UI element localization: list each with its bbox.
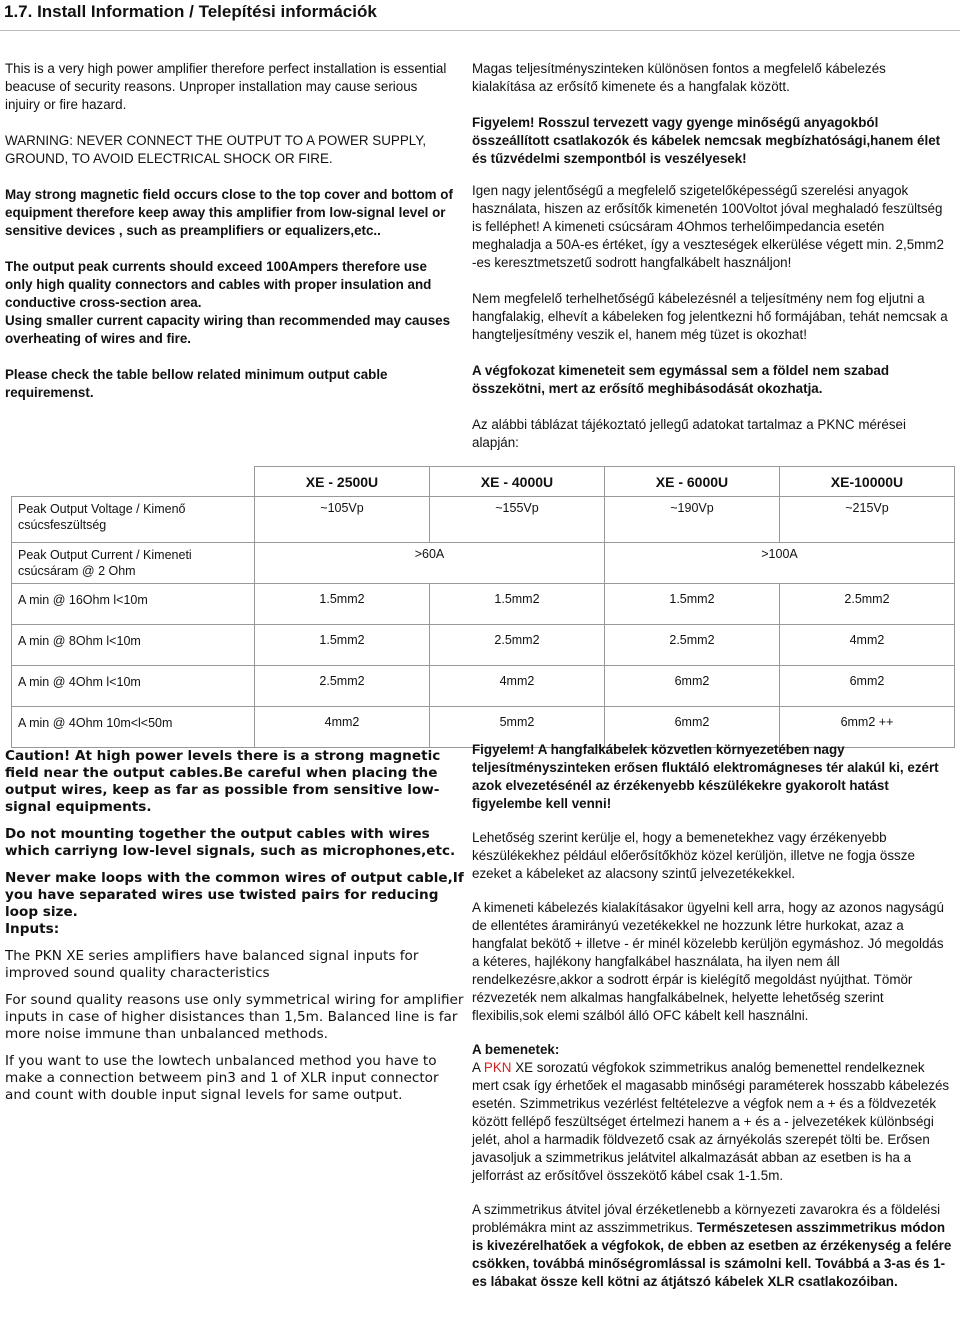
inputs-paragraph: The PKN XE series amplifiers have balanced signal inputs for improved sound quality characteristics <box>5 948 419 981</box>
hu-caution-paragraph: Figyelem! A hangfalkábelek közvetlen környezetében nagy teljesítményszinteken erősen fluktáló elektromágneses tér alakúl ki, ezért azok elvezetésénél az érzékenyebb készülékekre gyakorolt hatást figyelembe kell venni! <box>472 742 939 811</box>
table-cell: 2.5mm2 <box>604 625 779 666</box>
overheating-paragraph: Using smaller current capacity wiring than recommended may causes overheating of wires and fire. <box>5 313 451 346</box>
hu-inputs-heading: A bemenetek: <box>472 1042 560 1057</box>
cable-requirements-table <box>11 466 955 748</box>
column-header: XE-10000U <box>779 467 954 497</box>
hu-asymmetric-text: Természetesen asszimmetrikus módon is kivezérelhatőek a végfokok, de ebben az esetben az érzékenység a felére csökken, továbbá minőségromlással is számolni kell. Továbbá a 3-as és 1-es lábakat össze kell kötni az átjátszó kábelek XLR csatlakozóiban. <box>472 1220 952 1289</box>
hu-loops-paragraph: A kimeneti kábelezés kialakításakor ügyelni kell arra, hogy az azonos nagyságú de ellentétes áramirányú vezetékekkel ne hozzunk létre hurkokat, azaz a hangfalat bekötő + illetve - ér minél közelebb kerüljön egymáshoz. Jó megoldás a kéteres, hajlékony hangfalkábel használata, ha ilyen nem áll rendelkezésre,akkor a sodrott érpár is kielégítő megoldást nyújthat. Tömör rézvezeték nem alkalmas hangfalkábelnek, helyette lehetőség szerint flexibilis,sok elemi szálból álló OFC kábelt kell használni. <box>472 900 944 1023</box>
column-header: XE - 4000U <box>429 467 604 497</box>
table-cell: 6mm2 <box>604 707 779 748</box>
table-cell: 2.5mm2 <box>779 584 954 625</box>
row-label: A min @ 8Ohm l<10m <box>12 625 255 666</box>
table-corner <box>12 467 255 497</box>
table-cell: ~155Vp <box>429 497 604 543</box>
table-cell: ~215Vp <box>779 497 954 543</box>
table-cell: 6mm2 <box>779 666 954 707</box>
unbalanced-paragraph: If you want to use the lowtech unbalanced method you have to make a connection betweem pin3 and 1 of XLR input connector and count with double input signal levels for same output. <box>5 1053 439 1103</box>
hu-cabling-paragraph: Nem megfelelő terhelhetőségű kábelezésnél a teljesítmény nem fog eljutni a hangfalakig, elhevít a kábeleken fog jelentkezni hő formájában, tehát nemcsak a hangteljesítmény veszik el, hanem még tüzet is okozhat! <box>472 291 948 342</box>
page-title: 1.7. Install Information / Telepítési információk <box>4 2 377 21</box>
symmetrical-paragraph: For sound quality reasons use only symmetrical wiring for amplifier inputs in case of higher disistances than 1,5m. Balanced line is far more noise immune than unbalanced methods. <box>5 992 464 1042</box>
hu-inputs-block <box>472 1041 954 1185</box>
hu-warning-paragraph: Figyelem! Rosszul tervezett vagy gyenge minőségű anyagokból összeállított csatlakozók és kábelek nemcsak megbízhatósági,hanem élet és tűzvédelmi szempontból is veszélyesek! <box>472 115 941 166</box>
english-intro <box>5 60 455 420</box>
hu-inputs-text-b: XE sorozatú végfokok szimmetrikus analóg bemenettel rendelkeznek mert csak így érhetőek el magasabb minőségi paraméterek hosszabb kábelezés esetén. Szimmetrikus vezérlést feltételezve a végfok nem a + és a földvezeték között fellépő feszültséget értelmezi hanem a + és a - jelvezetékek különbségi jelét, ahol a harmadik földvezető csak az árnyékolás szerepét tölti be. Erősen javasoljuk a szimmetrikus jelátvitel alkalmazását abban az esetben is ha a jelforrást az erősítővel összekötő kábel csak 1-1.5m. <box>472 1060 950 1183</box>
table-row <box>12 625 955 666</box>
table-cell: 5mm2 <box>429 707 604 748</box>
hu-intro-paragraph: Magas teljesítményszinteken különösen fontos a megfelelő kábelezés kialakítása az erősítő kimenete és a hangfalak között. <box>472 61 886 94</box>
table-cell: 6mm2 <box>604 666 779 707</box>
row-label: A min @ 4Ohm 10m<l<50m <box>12 707 255 748</box>
loops-paragraph: Never make loops with the common wires of output cable,If you have separated wires use twisted pairs for reducing loop size. <box>5 870 464 920</box>
hu-symmetric-paragraph <box>472 1201 954 1291</box>
intro-paragraph: This is a very high power amplifier therefore perfect installation is essential beacuse of security reasons. Unproper installation may cause serious injuiry or fire hazard. <box>5 61 447 112</box>
table-cell: >60A <box>255 543 605 584</box>
table-cell: 1.5mm2 <box>255 625 430 666</box>
hu-output-paragraph: A végfokozat kimeneteit sem egymással sem a földel nem szabad összekötni, mert az erősítő meghibásodását okozhatja. <box>472 363 890 396</box>
english-notes <box>5 748 465 1114</box>
hu-insulation-paragraph: Igen nagy jelentőségű a megfelelő szigetelőképességű szerelési anyagok használata, hiszen az erősítők kimenetén 100Voltot jóval meghaladó feszültség is felléphet! A kimeneti csúcsáram 4Ohmos terhelőimpedancia esetén meghaladja a 50A-es értéket, így a veszteségek elkerülése végett min. 2,5mm2 -es keresztmetszetű sodrott hangfalkábelt használjon! <box>472 183 944 270</box>
table-row <box>12 497 955 543</box>
table-cell: 1.5mm2 <box>604 584 779 625</box>
table-cell: ~105Vp <box>255 497 430 543</box>
hu-placement-paragraph: Lehetőség szerint kerülje el, hogy a bemenetekhez vagy érzékenyebb készülékekhez például előerősítőkhöz közel kerüljön, illetve ne fogja össze ezeket a kábeleket az alacsony szintű jelvezetékekkel. <box>472 830 915 881</box>
column-header: XE - 6000U <box>604 467 779 497</box>
table-cell: 1.5mm2 <box>255 584 430 625</box>
row-label: Peak Output Current / Kimeneti csúcsáram @ 2 Ohm <box>12 543 255 584</box>
table-cell: 1.5mm2 <box>429 584 604 625</box>
table-cell: >100A <box>604 543 954 584</box>
table-cell: ~190Vp <box>604 497 779 543</box>
table-cell: 4mm2 <box>429 666 604 707</box>
table-row <box>12 666 955 707</box>
table-cell: 6mm2 ++ <box>779 707 954 748</box>
inputs-heading: Inputs: <box>5 921 60 937</box>
peak-current-paragraph: The output peak currents should exceed 100Ampers therefore use only high quality connectors and cables with proper insulation and conductive cross-section area. <box>5 259 432 310</box>
hungarian-intro <box>472 60 952 470</box>
table-cell: 4mm2 <box>779 625 954 666</box>
caution-paragraph: Caution! At high power levels there is a strong magnetic field near the output cables.Be careful when placing the output wires, keep as far as possible from sensitive low-signal equipments. <box>5 748 441 815</box>
table-reference-paragraph: Please check the table bellow related minimum output cable requiremenst. <box>5 367 388 400</box>
table-row <box>12 584 955 625</box>
title-divider <box>0 30 960 31</box>
row-label: A min @ 4Ohm l<10m <box>12 666 255 707</box>
row-label: A min @ 16Ohm l<10m <box>12 584 255 625</box>
hu-table-reference: Az alábbi táblázat tájékoztató jellegű adatokat tartalmaz a PKNC mérései alapján: <box>472 417 906 450</box>
table-cell: 2.5mm2 <box>429 625 604 666</box>
hu-inputs-text-a: A <box>472 1060 484 1075</box>
brand-name: PKN <box>483 1060 512 1075</box>
table-header-row <box>12 467 955 497</box>
warning-paragraph: WARNING: NEVER CONNECT THE OUTPUT TO A POWER SUPPLY, GROUND, TO AVOID ELECTRICAL SHOCK OR FIRE. <box>5 133 427 166</box>
magnetic-field-paragraph: May strong magnetic field occurs close to the top cover and bottom of equipment therefore keep away this amplifier from low-signal level or sensitive devices , such as preamplifiers or equalizers,etc.. <box>5 187 453 238</box>
row-label: Peak Output Voltage / Kimenő csúcsfeszültség <box>12 497 255 543</box>
column-header: XE - 2500U <box>255 467 430 497</box>
hungarian-notes <box>472 741 954 1307</box>
table-row <box>12 543 955 584</box>
hu-symmetric-text: A szimmetrikus átvitel jóval érzéketlenebb a környezeti zavarokra és a földelési problémákra mint az asszimmetrikus. <box>472 1202 941 1235</box>
mounting-paragraph: Do not mounting together the output cables with wires which carriyng low-level signals, such as microphones,etc. <box>5 826 456 859</box>
table-cell: 2.5mm2 <box>255 666 430 707</box>
table-cell: 4mm2 <box>255 707 430 748</box>
